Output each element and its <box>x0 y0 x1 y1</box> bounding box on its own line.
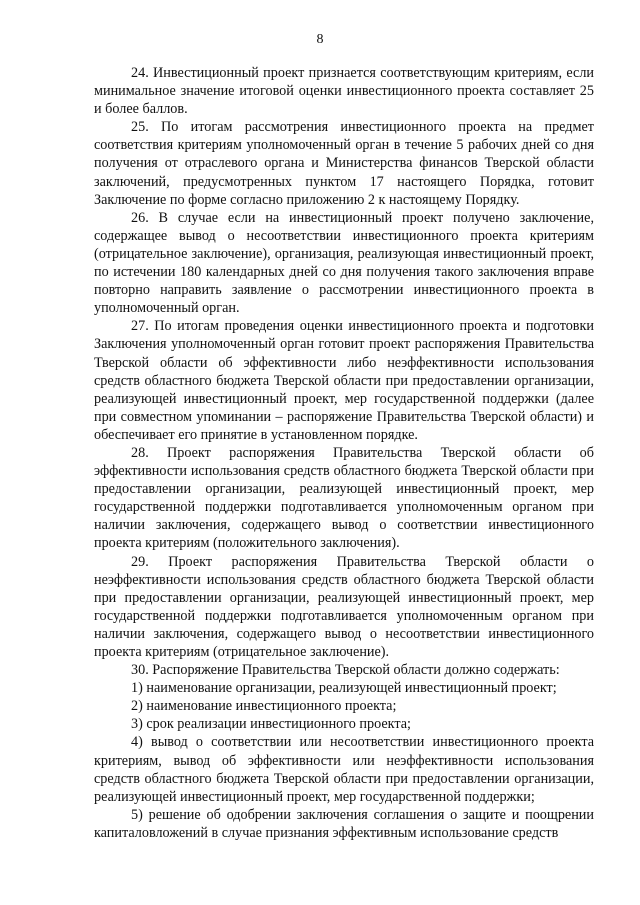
paragraph-29: 29. Проект распоряжения Правительства Тверской области о неэффективности использования средств областного бюджета Тверской области при предоставлении организации, реализующей инвестиционный проект, мер государственной поддержки подготавливается уполномоченным органом при наличии заключения, содержащего вывод о несоответствии инвестиционного проекта критериям (отрицательное заключение). <box>94 553 594 660</box>
list-item-2: 2) наименование инвестиционного проекта; <box>131 698 397 715</box>
paragraph-25: 25. По итогам рассмотрения инвестиционного проекта на предмет соответствия критериям уполномоченный орган в течение 5 рабочих дней со дня получения от отраслевого органа и Министерства финансов Тверской области заключений, предусмотренных пунктом 17 настоящего Порядка, готовит Заключение по форме согласно приложению 2 к настоящему Порядку. <box>94 119 594 208</box>
paragraph-24: 24. Инвестиционный проект признается соответствующим критериям, если минимальное значение итоговой оценки инвестиционного проекта составляет 25 и более баллов. <box>94 65 594 118</box>
list-item-1: 1) наименование организации, реализующей инвестиционный проект; <box>131 680 557 697</box>
paragraph-27: 27. По итогам проведения оценки инвестиционного проекта и подготовки Заключения уполномоченный орган готовит проект распоряжения Правительства Тверской области об эффективности либо неэффективности использования средств областного бюджета Тверской области при предоставлении организации, реализующей инвестиционный проект, мер государственной поддержки (далее при совместном упоминании – распоряжение Правительства Тверской области) и обеспечивает его принятие в установленном порядке. <box>94 318 594 443</box>
list-item-4: 4) вывод о соответствии или несоответствии инвестиционного проекта критериям, вывод об эффективности или неэффективности использования средств областного бюджета Тверской области при предоставлении организации, реализующей инвестиционный проект, мер государственной поддержки; <box>94 734 594 805</box>
list-item-5: 5) решение об одобрении заключения соглашения о защите и поощрении капиталовложений в случае признания эффективным использование средств <box>94 806 594 841</box>
paragraph-28: 28. Проект распоряжения Правительства Тверской области об эффективности использования средств областного бюджета Тверской области при предоставлении организации, реализующей инвестиционный проект, мер государственной поддержки подготавливается уполномоченным органом при наличии заключения, содержащего вывод о соответствии инвестиционного проекта критериям (положительного заключения). <box>94 444 594 552</box>
page-number: 8 <box>316 32 324 47</box>
paragraph-26: 26. В случае если на инвестиционный проект получено заключение, содержащее вывод о несоответствии инвестиционного проекта критериям (отрицательное заключение), организация, реализующая инвестиционный проект, по истечении 180 календарных дней со дня получения такого заключения вправе повторно направить заявление о рассмотрении инвестиционного проекта в уполномоченный орган. <box>94 209 594 317</box>
paragraph-30: 30. Распоряжение Правительства Тверской области должно содержать: <box>131 662 560 679</box>
list-item-3: 3) срок реализации инвестиционного проекта; <box>131 716 411 733</box>
document-body <box>94 64 594 842</box>
